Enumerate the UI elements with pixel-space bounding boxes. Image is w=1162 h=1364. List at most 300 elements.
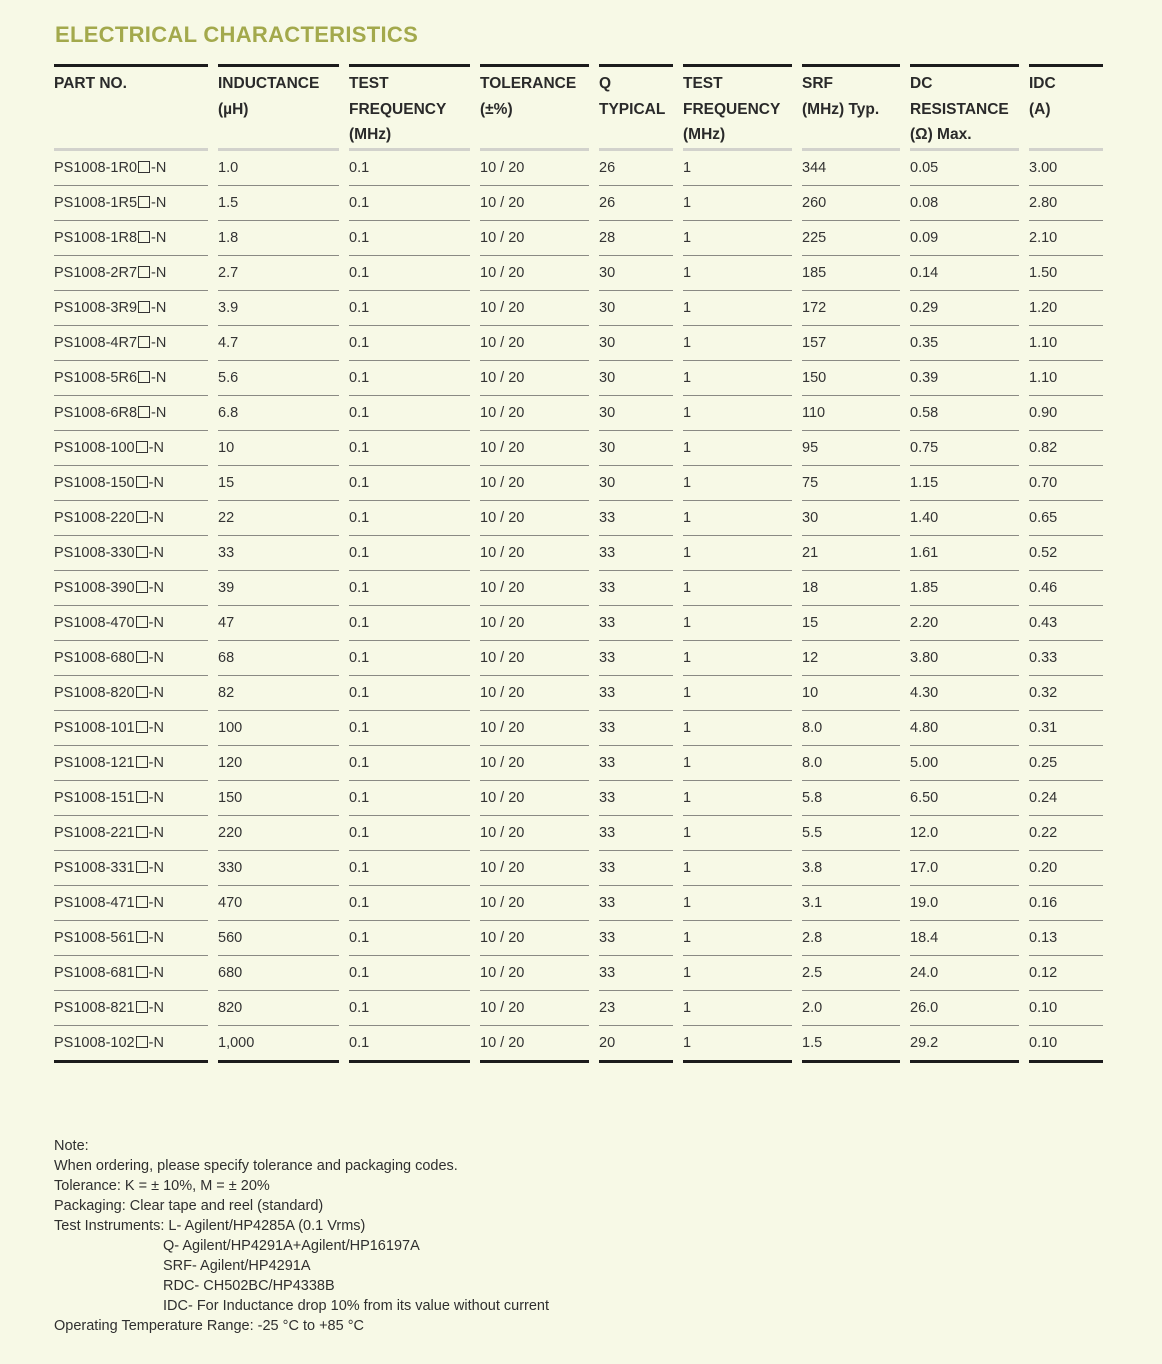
part-number: PS1008-1R0 [54,159,138,176]
cell-part-no [54,640,213,675]
cell-part-no [54,465,213,500]
cell-srf: 12 [797,640,905,675]
header-line: DC [910,75,933,92]
header-line: (A) [1029,100,1051,118]
cell-part-no [54,360,213,395]
part-suffix: -N [148,579,164,596]
cell-q-test-frequency: 1 [678,885,797,920]
header-line: (MHz) Typ. [802,100,880,118]
table-row [54,815,1103,850]
part-suffix: -N [148,509,164,526]
cell-dc-resistance: 0.14 [905,255,1024,290]
cell-idc: 0.31 [1024,710,1103,745]
cell-dc-resistance: 12.0 [905,815,1024,850]
table-row [54,990,1103,1025]
tolerance-code-box-icon [136,686,148,698]
cell-part-no [54,500,213,535]
cell-dc-resistance: 5.00 [905,745,1024,780]
tolerance-code-box-icon [138,161,150,173]
header-inductance [213,66,344,150]
tolerance-code-box-icon [138,196,150,208]
cell-idc: 0.12 [1024,955,1103,990]
cell-dc-resistance: 6.50 [905,780,1024,815]
cell-srf: 3.8 [797,850,905,885]
cell-srf: 8.0 [797,710,905,745]
header-line: (Ω) Max. [910,126,972,143]
part-suffix: -N [148,754,164,771]
cell-srf: 110 [797,395,905,430]
table-row [54,920,1103,955]
cell-inductance: 5.6 [213,360,344,395]
cell-q-typical: 30 [594,430,678,465]
cell-part-no [54,255,213,290]
part-suffix: -N [148,649,164,666]
cell-q-test-frequency: 1 [678,290,797,325]
cell-q-test-frequency: 1 [678,325,797,360]
cell-q-typical: 33 [594,885,678,920]
cell-inductance: 6.8 [213,395,344,430]
cell-test-frequency: 0.1 [344,780,475,815]
part-suffix: -N [151,229,167,246]
cell-dc-resistance: 1.15 [905,465,1024,500]
cell-srf: 225 [797,220,905,255]
cell-srf: 2.8 [797,920,905,955]
cell-idc: 1.10 [1024,360,1103,395]
tolerance-code-box-icon [138,231,150,243]
cell-tolerance: 10 / 20 [475,780,594,815]
cell-tolerance: 10 / 20 [475,885,594,920]
cell-idc: 0.65 [1024,500,1103,535]
cell-idc: 0.10 [1024,990,1103,1025]
cell-part-no [54,885,213,920]
cell-q-typical: 30 [594,360,678,395]
cell-srf: 2.0 [797,990,905,1025]
cell-dc-resistance: 0.35 [905,325,1024,360]
tolerance-code-box-icon [138,336,150,348]
cell-inductance: 68 [213,640,344,675]
tolerance-code-box-icon [136,861,148,873]
part-number: PS1008-470 [54,614,135,631]
header-test-frequency [344,66,475,150]
part-number: PS1008-390 [54,579,135,596]
header-line: TEST [349,75,389,92]
cell-q-test-frequency: 1 [678,640,797,675]
cell-idc: 1.10 [1024,325,1103,360]
cell-test-frequency: 0.1 [344,430,475,465]
cell-q-typical: 26 [594,185,678,220]
cell-test-frequency: 0.1 [344,990,475,1025]
cell-part-no [54,780,213,815]
cell-q-typical: 33 [594,605,678,640]
tolerance-code-box-icon [136,581,148,593]
cell-inductance: 4.7 [213,325,344,360]
cell-test-frequency: 0.1 [344,360,475,395]
cell-part-no [54,1025,213,1061]
table-row [54,325,1103,360]
cell-test-frequency: 0.1 [344,535,475,570]
part-suffix: -N [151,334,167,351]
cell-part-no [54,220,213,255]
cell-q-typical: 33 [594,815,678,850]
cell-q-test-frequency: 1 [678,255,797,290]
header-line: TEST [683,75,723,92]
cell-q-test-frequency: 1 [678,395,797,430]
cell-part-no [54,535,213,570]
cell-test-frequency: 0.1 [344,745,475,780]
cell-dc-resistance: 2.20 [905,605,1024,640]
cell-inductance: 39 [213,570,344,605]
cell-idc: 2.10 [1024,220,1103,255]
cell-tolerance: 10 / 20 [475,920,594,955]
table-row [54,710,1103,745]
header-line: TOLERANCE [480,75,577,92]
part-number: PS1008-5R6 [54,369,138,386]
cell-srf: 185 [797,255,905,290]
table-row [54,675,1103,710]
cell-tolerance: 10 / 20 [475,395,594,430]
cell-q-test-frequency: 1 [678,500,797,535]
cell-q-typical: 33 [594,955,678,990]
tolerance-code-box-icon [136,756,148,768]
part-number: PS1008-1R8 [54,229,138,246]
instrument-line: SRF- Agilent/HP4291A [163,1258,311,1274]
tolerance-code-box-icon [136,1036,148,1048]
cell-inductance: 3.9 [213,290,344,325]
table-row [54,430,1103,465]
part-suffix: -N [148,929,164,946]
cell-q-test-frequency: 1 [678,185,797,220]
header-line: FREQUENCY [349,100,447,118]
cell-tolerance: 10 / 20 [475,640,594,675]
part-number: PS1008-681 [54,964,135,981]
cell-dc-resistance: 26.0 [905,990,1024,1025]
cell-test-frequency: 0.1 [344,395,475,430]
cell-q-test-frequency: 1 [678,1025,797,1061]
table-body [54,149,1103,1061]
cell-srf: 8.0 [797,745,905,780]
cell-test-frequency: 0.1 [344,850,475,885]
cell-q-typical: 20 [594,1025,678,1061]
cell-inductance: 100 [213,710,344,745]
cell-idc: 0.32 [1024,675,1103,710]
header-line: PART NO. [54,75,127,92]
cell-tolerance: 10 / 20 [475,465,594,500]
tolerance-code-box-icon [136,896,148,908]
tolerance-code-box-icon [136,721,148,733]
cell-dc-resistance: 4.30 [905,675,1024,710]
part-number: PS1008-220 [54,509,135,526]
cell-tolerance: 10 / 20 [475,605,594,640]
cell-idc: 0.16 [1024,885,1103,920]
part-suffix: -N [151,264,167,281]
note-line: Test Instruments: L- Agilent/HP4285A (0.1 Vrms) [54,1218,366,1234]
cell-q-test-frequency: 1 [678,955,797,990]
cell-dc-resistance: 0.09 [905,220,1024,255]
notes-block [54,1136,549,1336]
cell-inductance: 1.5 [213,185,344,220]
cell-idc: 0.25 [1024,745,1103,780]
header-q-typical [594,66,678,150]
cell-q-typical: 30 [594,325,678,360]
part-suffix: -N [151,159,167,176]
table-header-row [54,66,1103,150]
tolerance-code-box-icon [138,406,150,418]
part-suffix: -N [148,824,164,841]
cell-tolerance: 10 / 20 [475,990,594,1025]
cell-srf: 18 [797,570,905,605]
cell-test-frequency: 0.1 [344,710,475,745]
cell-q-test-frequency: 1 [678,149,797,185]
cell-dc-resistance: 0.75 [905,430,1024,465]
part-number: PS1008-331 [54,859,135,876]
part-number: PS1008-1R5 [54,194,138,211]
header-line: (MHz) [349,126,392,143]
header-line: FREQUENCY [683,100,781,118]
table-row [54,850,1103,885]
electrical-characteristics-table [54,64,1103,1063]
cell-test-frequency: 0.1 [344,465,475,500]
cell-idc: 0.46 [1024,570,1103,605]
cell-q-typical: 33 [594,640,678,675]
cell-q-test-frequency: 1 [678,850,797,885]
cell-q-test-frequency: 1 [678,535,797,570]
cell-part-no [54,290,213,325]
cell-srf: 95 [797,430,905,465]
cell-test-frequency: 0.1 [344,885,475,920]
cell-part-no [54,570,213,605]
cell-inductance: 560 [213,920,344,955]
table-row [54,290,1103,325]
tolerance-code-box-icon [136,1001,148,1013]
cell-inductance: 470 [213,885,344,920]
cell-tolerance: 10 / 20 [475,220,594,255]
cell-dc-resistance: 17.0 [905,850,1024,885]
table-row [54,395,1103,430]
cell-dc-resistance: 1.85 [905,570,1024,605]
cell-tolerance: 10 / 20 [475,290,594,325]
part-suffix: -N [151,194,167,211]
cell-test-frequency: 0.1 [344,255,475,290]
header-line: RESISTANCE [910,100,1009,118]
part-number: PS1008-4R7 [54,334,138,351]
header-idc [1024,66,1103,150]
cell-part-no [54,605,213,640]
cell-inductance: 680 [213,955,344,990]
table-row [54,149,1103,185]
cell-q-typical: 30 [594,290,678,325]
tolerance-code-box-icon [138,371,150,383]
cell-dc-resistance: 0.58 [905,395,1024,430]
cell-q-test-frequency: 1 [678,605,797,640]
cell-test-frequency: 0.1 [344,605,475,640]
part-suffix: -N [148,439,164,456]
cell-q-test-frequency: 1 [678,570,797,605]
cell-test-frequency: 0.1 [344,815,475,850]
cell-inductance: 820 [213,990,344,1025]
cell-srf: 15 [797,605,905,640]
cell-part-no [54,675,213,710]
cell-srf: 172 [797,290,905,325]
cell-dc-resistance: 19.0 [905,885,1024,920]
cell-srf: 1.5 [797,1025,905,1061]
note-line: Tolerance: K = ± 10%, M = ± 20% [54,1178,270,1194]
cell-idc: 0.10 [1024,1025,1103,1061]
tolerance-code-box-icon [136,476,148,488]
table-row [54,500,1103,535]
part-number: PS1008-330 [54,544,135,561]
part-number: PS1008-6R8 [54,404,138,421]
cell-tolerance: 10 / 20 [475,500,594,535]
table-row [54,1025,1103,1061]
table-row [54,955,1103,990]
cell-tolerance: 10 / 20 [475,710,594,745]
cell-test-frequency: 0.1 [344,640,475,675]
tolerance-code-box-icon [136,546,148,558]
cell-part-no [54,920,213,955]
cell-test-frequency: 0.1 [344,500,475,535]
cell-q-typical: 30 [594,395,678,430]
cell-dc-resistance: 1.40 [905,500,1024,535]
cell-part-no [54,955,213,990]
cell-part-no [54,815,213,850]
cell-q-test-frequency: 1 [678,430,797,465]
tolerance-code-box-icon [136,651,148,663]
cell-inductance: 2.7 [213,255,344,290]
cell-inductance: 1.0 [213,149,344,185]
tolerance-code-box-icon [136,511,148,523]
part-number: PS1008-2R7 [54,264,138,281]
cell-q-typical: 30 [594,465,678,500]
cell-q-typical: 33 [594,780,678,815]
cell-q-typical: 33 [594,535,678,570]
cell-idc: 0.82 [1024,430,1103,465]
cell-part-no [54,395,213,430]
cell-tolerance: 10 / 20 [475,430,594,465]
cell-inductance: 1.8 [213,220,344,255]
part-number: PS1008-221 [54,824,135,841]
cell-q-typical: 33 [594,745,678,780]
part-suffix: -N [148,544,164,561]
header-srf [797,66,905,150]
cell-test-frequency: 0.1 [344,325,475,360]
cell-dc-resistance: 4.80 [905,710,1024,745]
cell-idc: 1.50 [1024,255,1103,290]
tolerance-code-box-icon [136,931,148,943]
cell-tolerance: 10 / 20 [475,149,594,185]
table-row [54,885,1103,920]
cell-tolerance: 10 / 20 [475,815,594,850]
cell-inductance: 22 [213,500,344,535]
part-number: PS1008-150 [54,474,135,491]
cell-q-typical: 33 [594,850,678,885]
cell-idc: 2.80 [1024,185,1103,220]
cell-part-no [54,185,213,220]
tolerance-code-box-icon [136,826,148,838]
part-number: PS1008-121 [54,754,135,771]
cell-part-no [54,990,213,1025]
part-suffix: -N [148,964,164,981]
part-suffix: -N [148,789,164,806]
part-number: PS1008-3R9 [54,299,138,316]
cell-q-typical: 33 [594,570,678,605]
cell-inductance: 10 [213,430,344,465]
header-line: SRF [802,75,833,92]
cell-q-test-frequency: 1 [678,920,797,955]
cell-test-frequency: 0.1 [344,149,475,185]
cell-srf: 3.1 [797,885,905,920]
cell-idc: 0.70 [1024,465,1103,500]
table-row [54,360,1103,395]
cell-dc-resistance: 29.2 [905,1025,1024,1061]
cell-test-frequency: 0.1 [344,920,475,955]
cell-test-frequency: 0.1 [344,1025,475,1061]
instrument-line: Q- Agilent/HP4291A+Agilent/HP16197A [163,1238,420,1254]
table-row [54,570,1103,605]
cell-q-test-frequency: 1 [678,780,797,815]
cell-q-test-frequency: 1 [678,710,797,745]
part-suffix: -N [151,404,167,421]
cell-q-test-frequency: 1 [678,220,797,255]
cell-idc: 0.22 [1024,815,1103,850]
cell-dc-resistance: 0.08 [905,185,1024,220]
cell-tolerance: 10 / 20 [475,570,594,605]
cell-tolerance: 10 / 20 [475,745,594,780]
header-line: Q [599,75,612,92]
cell-dc-resistance: 24.0 [905,955,1024,990]
tolerance-code-box-icon [138,266,150,278]
cell-part-no [54,745,213,780]
cell-tolerance: 10 / 20 [475,955,594,990]
cell-srf: 5.8 [797,780,905,815]
table-row [54,255,1103,290]
cell-srf: 150 [797,360,905,395]
part-suffix: -N [148,719,164,736]
table-row [54,745,1103,780]
header-line: IDC [1029,75,1056,92]
header-line: (µH) [218,100,249,118]
part-suffix: -N [148,614,164,631]
cell-idc: 0.24 [1024,780,1103,815]
cell-dc-resistance: 0.39 [905,360,1024,395]
header-dc-resistance [905,66,1024,150]
cell-srf: 157 [797,325,905,360]
cell-test-frequency: 0.1 [344,675,475,710]
cell-q-typical: 28 [594,220,678,255]
cell-tolerance: 10 / 20 [475,535,594,570]
header-q-test-frequency [678,66,797,150]
cell-srf: 75 [797,465,905,500]
part-suffix: -N [148,999,164,1016]
cell-dc-resistance: 3.80 [905,640,1024,675]
cell-test-frequency: 0.1 [344,955,475,990]
cell-srf: 344 [797,149,905,185]
part-number: PS1008-680 [54,649,135,666]
part-number: PS1008-151 [54,789,135,806]
tolerance-code-box-icon [136,616,148,628]
cell-q-test-frequency: 1 [678,745,797,780]
cell-tolerance: 10 / 20 [475,185,594,220]
cell-inductance: 47 [213,605,344,640]
cell-test-frequency: 0.1 [344,290,475,325]
cell-idc: 0.52 [1024,535,1103,570]
part-suffix: -N [148,474,164,491]
tolerance-code-box-icon [136,441,148,453]
cell-tolerance: 10 / 20 [475,850,594,885]
header-line: TYPICAL [599,100,666,118]
tolerance-code-box-icon [138,301,150,313]
part-number: PS1008-102 [54,1034,135,1051]
cell-q-test-frequency: 1 [678,465,797,500]
